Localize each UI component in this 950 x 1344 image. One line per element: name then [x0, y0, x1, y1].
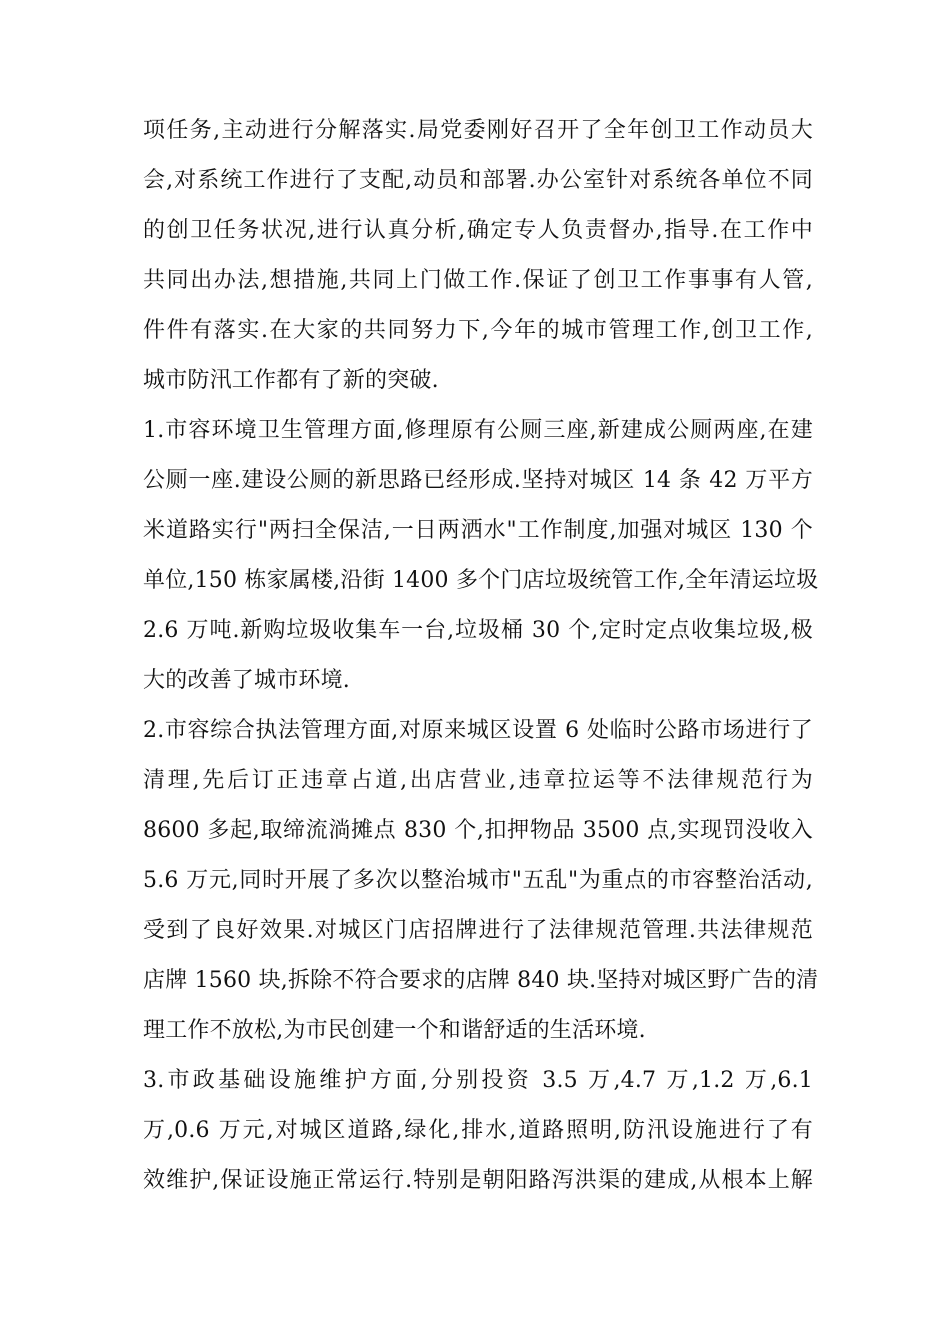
text-line: 城市防汛工作都有了新的突破. — [143, 368, 439, 393]
text-line: 米道路实行"两扫全保洁,一日两洒水"工作制度,加强对城区 130 个 — [143, 518, 813, 543]
text-line: 共同出办法,想措施,共同上门做工作.保证了创卫工作事事有人管, — [143, 268, 813, 293]
paragraph-item-3 — [143, 1056, 813, 1206]
text-line: 8600 多起,取缔流淌摊点 830 个,扣押物品 3500 点,实现罚没收入 — [143, 818, 813, 843]
paragraph-item-2 — [143, 706, 819, 1056]
paragraph-item-1 — [143, 406, 819, 706]
text-line: 理工作不放松,为市民创建一个和谐舒适的生活环境. — [143, 1018, 646, 1043]
paragraph-intro — [143, 106, 813, 406]
text-line: 大的改善了城市环境. — [143, 668, 350, 693]
text-line: 清理,先后订正违章占道,出店营业,违章拉运等不法律规范行为 — [143, 768, 813, 793]
text-line: 5.6 万元,同时开展了多次以整治城市"五乱"为重点的市容整治活动, — [143, 868, 813, 893]
document-body — [143, 106, 819, 1206]
text-line: 万,0.6 万元,对城区道路,绿化,排水,道路照明,防汛设施进行了有 — [143, 1118, 813, 1143]
text-line: 项任务,主动进行分解落实.局党委刚好召开了全年创卫工作动员大 — [143, 118, 813, 143]
text-line: 公厕一座.建设公厕的新思路已经形成.坚持对城区 14 条 42 万平方 — [143, 468, 813, 493]
text-line: 效维护,保证设施正常运行.特别是朝阳路泻洪渠的建成,从根本上解 — [143, 1168, 813, 1193]
text-line: 1.市容环境卫生管理方面,修理原有公厕三座,新建成公厕两座,在建 — [143, 418, 813, 443]
text-line: 店牌 1560 块,拆除不符合要求的店牌 840 块.坚持对城区野广告的清 — [143, 968, 819, 993]
text-line: 3.市政基础设施维护方面,分别投资 3.5 万,4.7 万,1.2 万,6.1 — [143, 1068, 813, 1093]
text-line: 受到了良好效果.对城区门店招牌进行了法律规范管理.共法律规范 — [143, 918, 813, 943]
text-line: 单位,150 栋家属楼,沿街 1400 多个门店垃圾统管工作,全年清运垃圾 — [143, 568, 819, 593]
text-line: 2.6 万吨.新购垃圾收集车一台,垃圾桶 30 个,定时定点收集垃圾,极 — [143, 618, 813, 643]
text-line: 会,对系统工作进行了支配,动员和部署.办公室针对系统各单位不同 — [143, 168, 813, 193]
text-line: 的创卫任务状况,进行认真分析,确定专人负责督办,指导.在工作中 — [143, 218, 813, 243]
text-line: 2.市容综合执法管理方面,对原来城区设置 6 处临时公路市场进行了 — [143, 718, 813, 743]
text-line: 件件有落实.在大家的共同努力下,今年的城市管理工作,创卫工作, — [143, 318, 813, 343]
